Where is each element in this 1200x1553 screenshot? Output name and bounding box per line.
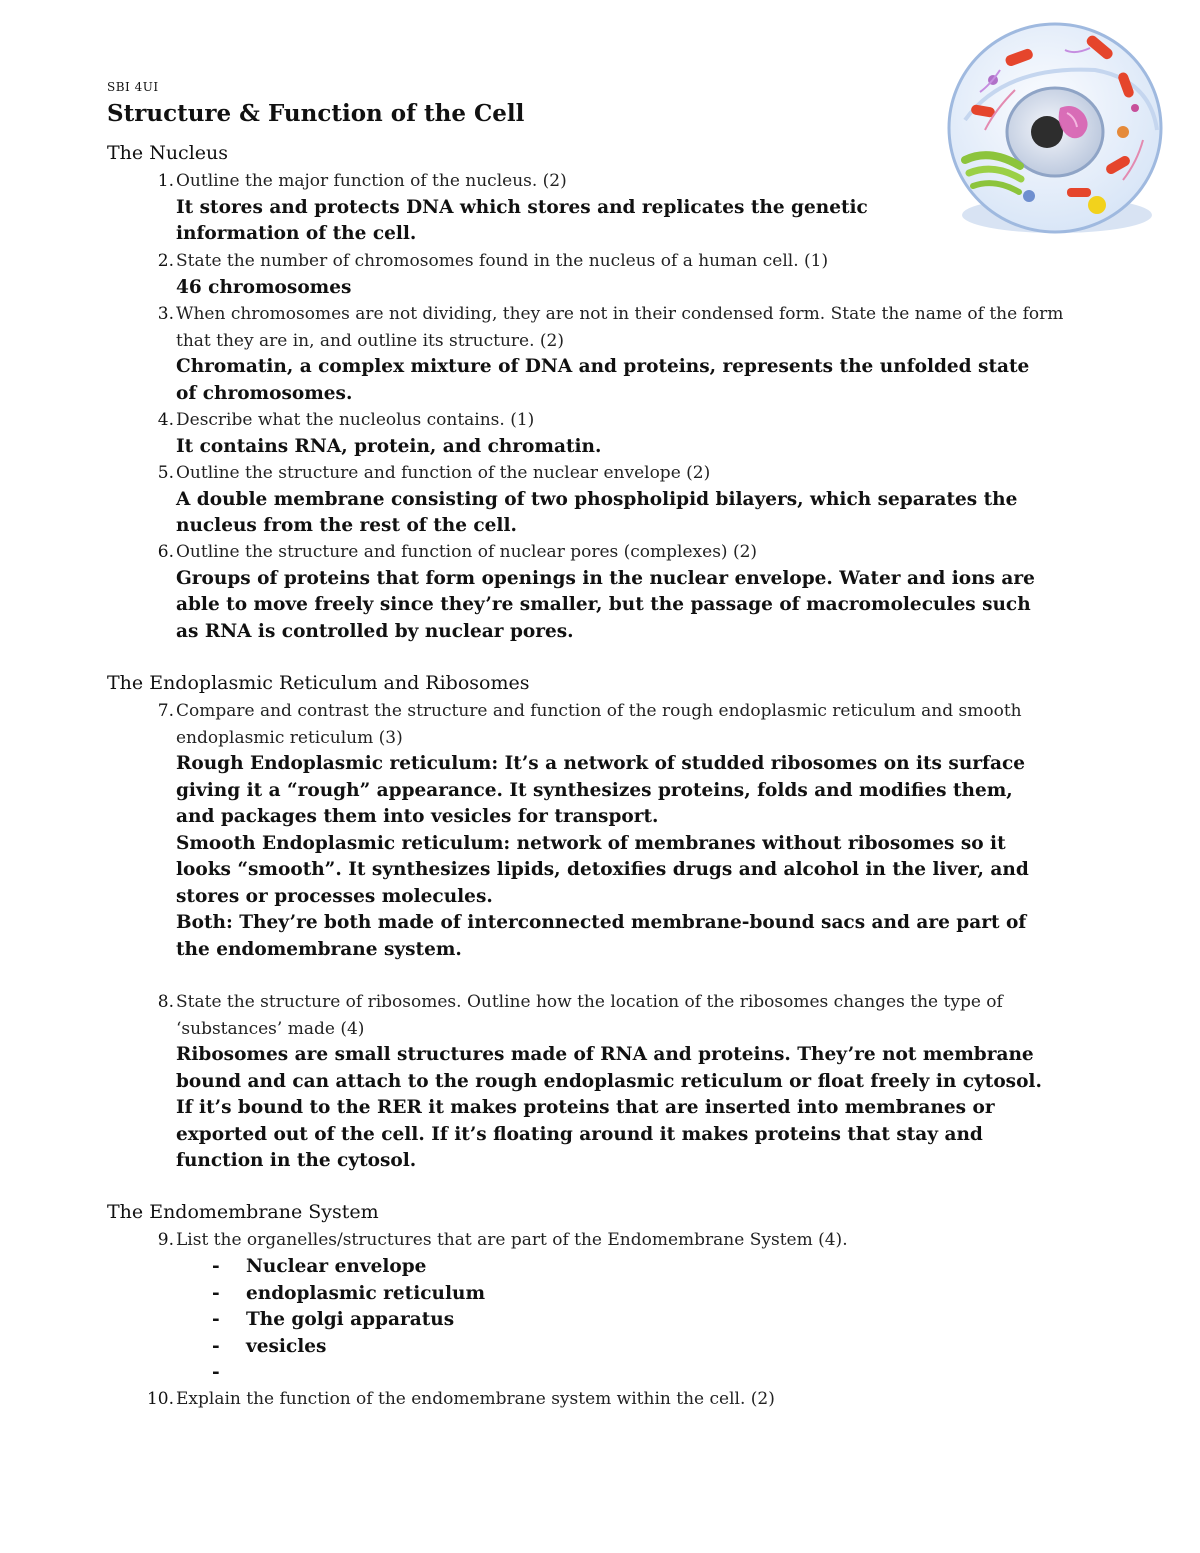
answer-line: 46 chromosomes bbox=[176, 276, 352, 298]
section-heading-nucleus: The Nucleus bbox=[107, 142, 229, 164]
question-number: 8. bbox=[157, 992, 174, 1012]
answer-line: Rough Endoplasmic reticulum: It’s a network of studded ribosomes on its surface bbox=[176, 753, 1026, 774]
question-7 bbox=[140, 698, 1100, 963]
question-number: 6. bbox=[157, 542, 174, 562]
answer-line: and packages them into vesicles for transport. bbox=[176, 806, 659, 827]
answer-line: looks “smooth”. It synthesizes lipids, detoxifies drugs and alcohol in the liver, and bbox=[176, 859, 1029, 880]
question-2 bbox=[140, 248, 1100, 301]
course-code: SBI 4UI bbox=[107, 80, 159, 94]
question-text: Compare and contrast the structure and function of the rough endoplasmic reticulum and smooth endoplasmic reticulum (3) bbox=[176, 701, 1022, 748]
answer-line: nucleus from the rest of the cell. bbox=[176, 515, 517, 536]
question-number: 1. bbox=[157, 171, 174, 191]
answer-line: the endomembrane system. bbox=[176, 938, 462, 960]
question-8 bbox=[140, 989, 1100, 1175]
question-text: Explain the function of the endomembrane system within the cell. (2) bbox=[176, 1389, 775, 1409]
answer-line: information of the cell. bbox=[176, 223, 417, 244]
answer-line: giving it a “rough” appearance. It synthesizes proteins, folds and modifies them, bbox=[176, 779, 1013, 801]
question-text: Outline the structure and function of the nuclear envelope (2) bbox=[176, 463, 711, 483]
page-title: Structure & Function of the Cell bbox=[107, 100, 525, 127]
question-text: Outline the major function of the nucleus. (2) bbox=[176, 171, 567, 191]
question-text: State the structure of ribosomes. Outline how the location of the ribosomes changes the type of ‘substances’ made (4) bbox=[176, 992, 1003, 1039]
answer-line: It stores and protects DNA which stores and replicates the genetic bbox=[176, 196, 868, 218]
question-3 bbox=[140, 301, 1100, 407]
section-heading-er-ribosomes: The Endoplasmic Reticulum and Ribosomes bbox=[107, 672, 530, 694]
answer-line: Smooth Endoplasmic reticulum: network of membranes without ribosomes so it bbox=[176, 832, 1006, 854]
question-number: 5. bbox=[157, 463, 174, 483]
question-text: State the number of chromosomes found in the nucleus of a human cell. (1) bbox=[176, 251, 829, 271]
question-6 bbox=[140, 539, 1100, 645]
question-number: 9. bbox=[157, 1230, 174, 1250]
answer-line: Both: They’re both made of interconnected membrane-bound sacs and are part of bbox=[176, 912, 1027, 933]
question-number: 3. bbox=[157, 304, 174, 324]
question-1 bbox=[140, 168, 1100, 248]
worksheet-page: SBI 4UI Structure & Function of the Cell The Nucleus 1. Outline the major function of the nucleus. (2) It stores and protects DNA which stores and replicates the genetic information of the cell. 2. State the number of chromosomes found in the nucleus of a human cell. (1) 46 chromosomes 3. When chromosomes are not dividing, they are not in their condensed form. State the name of the form that they are in, and outline its structure. (2) Chromatin, a complex mixture of DNA and proteins, represents the unfolded state of chromosomes. 4. Describe what the nucleolus contains. (1) It contains RNA, protein, and chromatin. 5. Outline the structure and function of the nuclear envelope (2) A double membrane consisting of two phospholipid bilayers, which separates the nucleus from the rest of the cell. 6. Outline the structure and function of nuclear pores (complexes) (2) Groups of proteins that form openings in the nuclear envelope. Water and ions are able to move freely since they’re smaller, but the passage of macromolecules such as RNA is controlled by nuclear pores. The Endoplasmic Reticulum and Ribosomes 7. Compare and contrast the structure and function of the rough endoplasmic reticulum and smooth endoplasmic reticulum (3) Rough Endoplasmic reticulum: It’s a network of studded ribosomes on its surface giving it a “rough” appearance. It synthesizes proteins, folds and modifies them, and packages them into vesicles for transport. Smooth Endoplasmic reticulum: network of membranes without ribosomes so it looks “smooth”. It synthesizes lipids, detoxifies drugs and alcohol in the liver, and stores or processes molecules. Both: They’re both made of interconnected membrane-bound sacs and are part of the endomembrane system. 8. State the structure of ribosomes. Outline how the location of the ribosomes changes the type of ‘substances’ made (4) Ribosomes are small structures made of RNA and proteins. They’re not membrane bound and can attach to the rough endoplasmic reticulum or float freely in cytosol. If it’s bound to the RER it makes proteins that are inserted into membranes or exported out of the cell. If it’s floating around it makes proteins that stay and function in the cytosol. The Endomembrane System 9. List the organelles/structures that are part of the Endomembrane System (4). - Nuclear envelope - endoplasmic reticulum - The golgi apparatus - vesicles - 10. Explain the function of the endomembrane system within the cell. (2) bbox=[0, 0, 1200, 1553]
question-number: 7. bbox=[157, 701, 174, 721]
answer-line: stores or processes molecules. bbox=[176, 885, 493, 907]
answer-line: If it’s bound to the RER it makes proteins that are inserted into membranes or bbox=[176, 1097, 995, 1118]
question-4 bbox=[140, 407, 1100, 460]
answer-line: Groups of proteins that form openings in the nuclear envelope. Water and ions are bbox=[176, 567, 1035, 589]
answer-line: of chromosomes. bbox=[176, 382, 353, 404]
answer-line: exported out of the cell. If it’s floating around it makes proteins that stay and bbox=[176, 1123, 983, 1145]
question-number: 10. bbox=[146, 1389, 174, 1409]
question-number: 2. bbox=[157, 251, 174, 271]
question-text: Describe what the nucleolus contains. (1) bbox=[176, 410, 535, 430]
answer-line: Ribosomes are small structures made of RNA and proteins. They’re not membrane bbox=[176, 1044, 1034, 1065]
question-9 bbox=[140, 1227, 1100, 1254]
answer-line: function in the cytosol. bbox=[176, 1150, 417, 1171]
answer-line: A double membrane consisting of two phospholipid bilayers, which separates the bbox=[176, 488, 1018, 510]
question-text: Outline the structure and function of nuclear pores (complexes) (2) bbox=[176, 542, 758, 562]
question-number: 4. bbox=[157, 410, 174, 430]
question-10 bbox=[140, 1386, 1100, 1413]
question-text: List the organelles/structures that are part of the Endomembrane System (4). bbox=[176, 1230, 848, 1250]
answer-line: Chromatin, a complex mixture of DNA and proteins, represents the unfolded state bbox=[176, 356, 1030, 377]
question-5 bbox=[140, 460, 1100, 540]
section-heading-endomembrane: The Endomembrane System bbox=[107, 1201, 379, 1223]
answer-line: as RNA is controlled by nuclear pores. bbox=[176, 620, 574, 642]
answer-line: It contains RNA, protein, and chromatin. bbox=[176, 435, 602, 457]
question-text: When chromosomes are not dividing, they are not in their condensed form. State the name of the form that they are in, and outline its structure. (2) bbox=[176, 304, 1064, 351]
answer-line: able to move freely since they’re smaller, but the passage of macromolecules such bbox=[176, 594, 1031, 615]
answer-line: bound and can attach to the rough endoplasmic reticulum or float freely in cytosol. bbox=[176, 1070, 1042, 1092]
